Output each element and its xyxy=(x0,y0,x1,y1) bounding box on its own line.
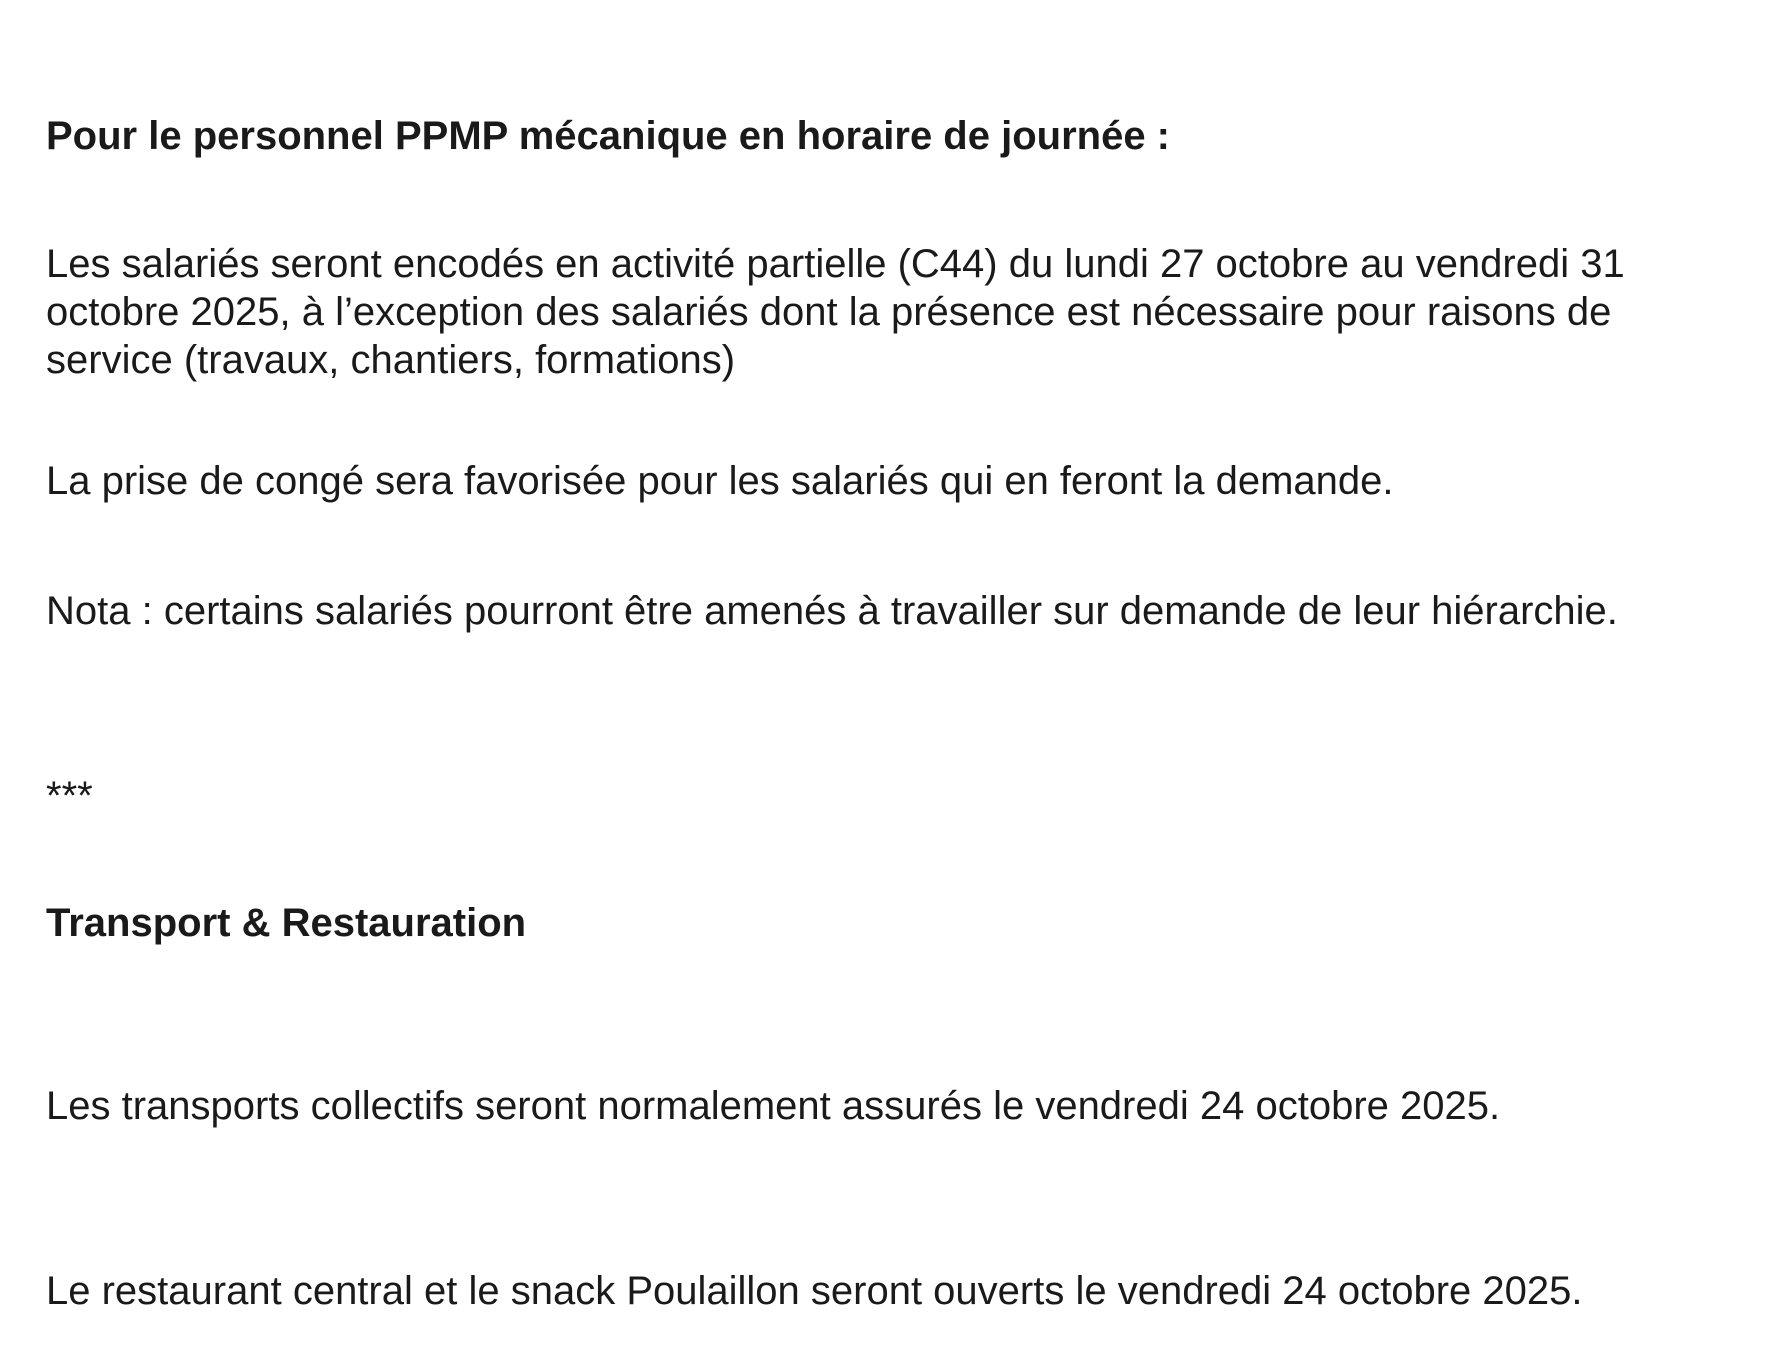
asterisk-separator: *** xyxy=(46,774,93,818)
heading-transport-restauration: Transport & Restauration xyxy=(46,901,527,945)
paragraph-activite-partielle: Les salariés seront encodés en activité partielle (C44) du lundi 27 octobre au vendredi 31 octobre 2025, à l’exception des salariés dont la présence est nécessaire pour raisons de service (travaux, chantiers, formations) xyxy=(46,242,1625,382)
heading-personnel-ppmp: Pour le personnel PPMP mécanique en horaire de journée : xyxy=(46,114,1171,158)
paragraph-restaurant-snack: Le restaurant central et le snack Poulaillon seront ouverts le vendredi 24 octobre 2025. xyxy=(46,1269,1583,1313)
paragraph-transports-collectifs: Les transports collectifs seront normalement assurés le vendredi 24 octobre 2025. xyxy=(46,1084,1501,1128)
paragraph-prise-conge: La prise de congé sera favorisée pour les salariés qui en feront la demande. xyxy=(46,459,1394,503)
paragraph-nota: Nota : certains salariés pourront être amenés à travailler sur demande de leur hiérarchie. xyxy=(46,589,1618,633)
